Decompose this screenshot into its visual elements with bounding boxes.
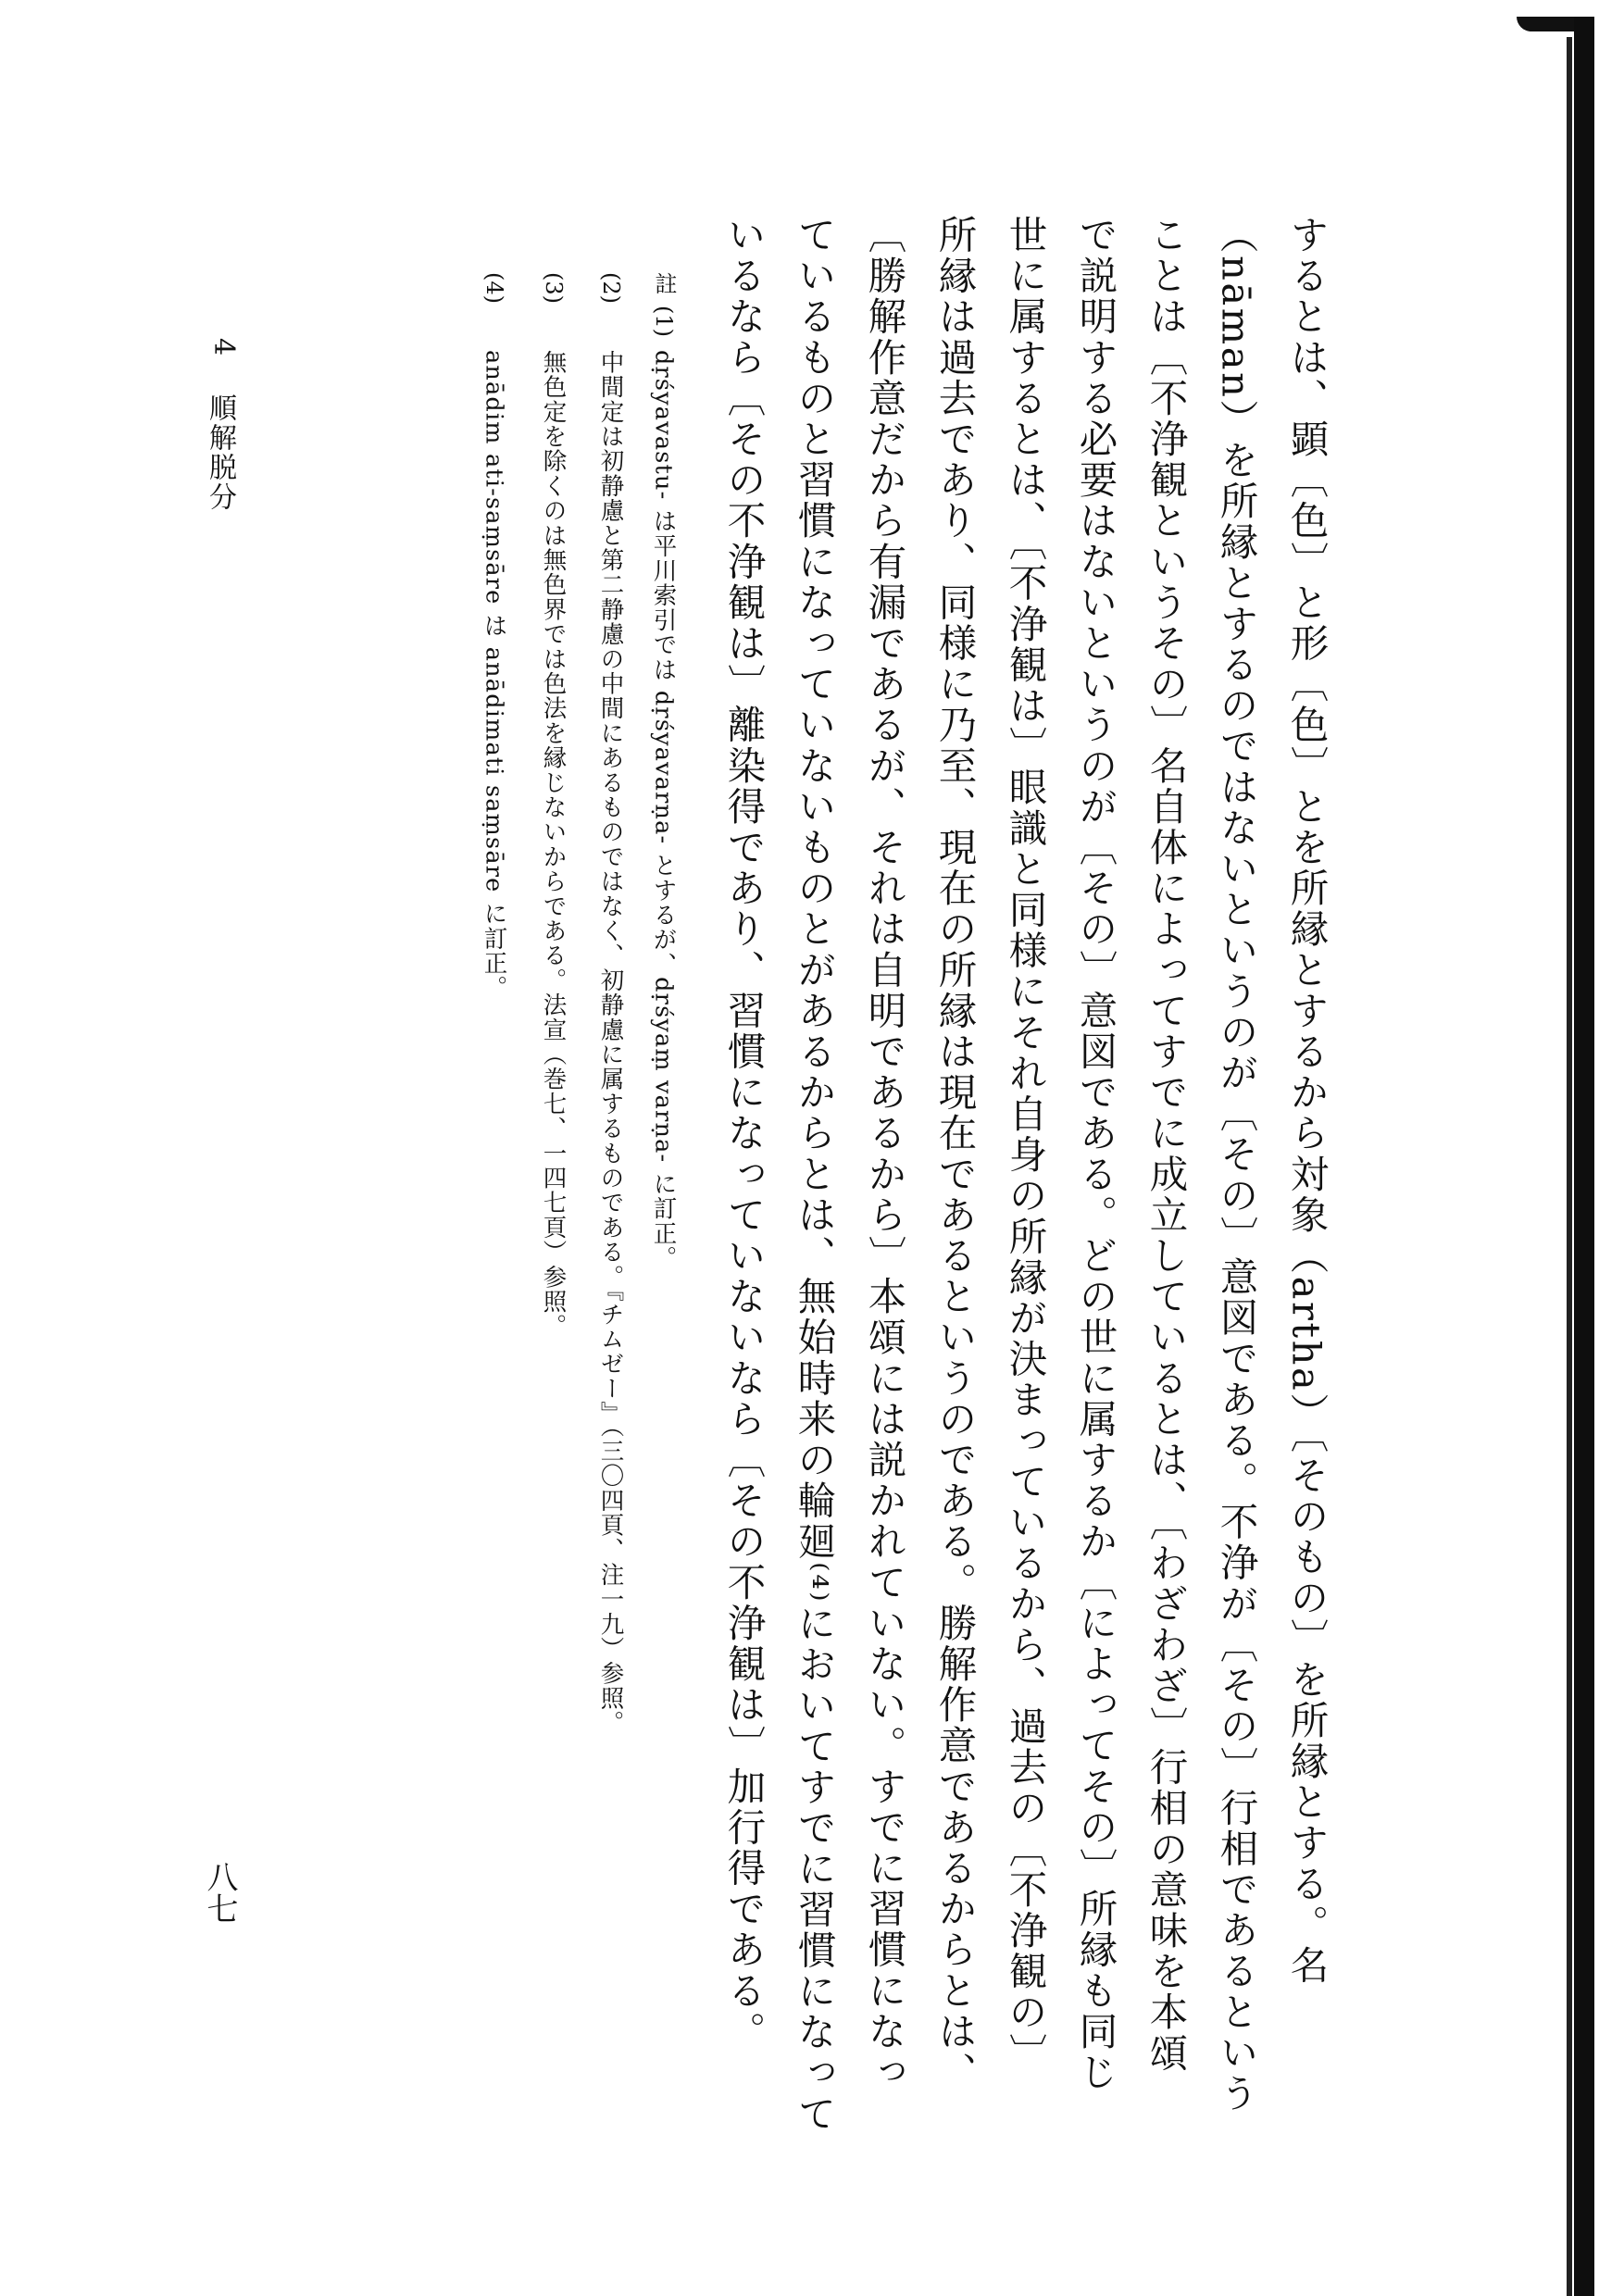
note-4-text: anādim ati-saṃsāre は anādimati saṃsāre に訂正。 — [480, 350, 508, 1001]
note-2-text: 中間定は初静慮と第二静慮の中間にあるものではなく、初静慮に属するものである。『チムゼー』（三〇四頁、注一九）参照。 — [596, 350, 625, 1736]
binding-edge — [1574, 17, 1594, 2296]
body-line-2: （nāman）を所縁とするのではないというのが〔その〕意図である。不浄が〔その〕行相であるという — [1213, 215, 1259, 2115]
chapter-title: 順解脱分 — [204, 393, 236, 512]
note-4-marker: (4) — [481, 272, 507, 304]
body-line-6: 所縁は過去であり、同様に乃至、現在の所縁は現在であるというのである。勝解作意であるからとは、 — [931, 215, 978, 2093]
body-line-8: ているものと習慣になっていないものとがあるからとは、無始時来の輪廻⁽⁴⁾においてすでに習慣になって — [791, 215, 837, 2135]
notes-heading: 註 — [651, 272, 677, 294]
note-2-marker: (2) — [598, 272, 624, 304]
page-number: 八七 — [201, 1861, 238, 1924]
body-line-4: で説明する必要はないというのが〔その〕意図である。どの世に属するか〔によってその〕所縁も同じ — [1072, 215, 1118, 2093]
body-line-7: 〔勝解作意だから有漏であるが、それは自明であるから〕本頌には説かれていない。すでに習慣になっ — [861, 215, 907, 2093]
chapter-number: 4 — [207, 338, 240, 358]
note-3-marker: (3) — [541, 272, 567, 304]
body-line-3: ことは〔不浄観というその〕名自体によってすでに成立しているとは、〔わざわざ〕行相の意味を本頌 — [1143, 215, 1189, 2074]
note-3-text: 無色定を除くのは無色界では色法を縁じないからである。法宣（巻七、一四七頁）参照。 — [539, 350, 568, 1339]
body-line-9: いるなら〔その不浄観は〕離染得であり、習慣になっていないなら〔その不浄観は〕加行得である。 — [720, 215, 767, 2053]
note-1-text: dṛśyavastu- は平川索引では dṛśyavarṇa- とするが、dṛśyaṃ varṇa- に訂正。 — [649, 350, 678, 1271]
body-line-1: するとは、顕〔色〕と形〔色〕とを所縁とするから対象（artha）〔そのもの〕を所縁とする。名 — [1283, 215, 1330, 1987]
binding-edge-inner — [1567, 37, 1572, 2296]
note-1-marker: (1) — [651, 306, 677, 337]
body-line-5: 世に属するとは、〔不浄観は〕眼識と同様にそれ自身の所縁が決まっているから、過去の〔不浄観の〕 — [1002, 215, 1048, 2074]
